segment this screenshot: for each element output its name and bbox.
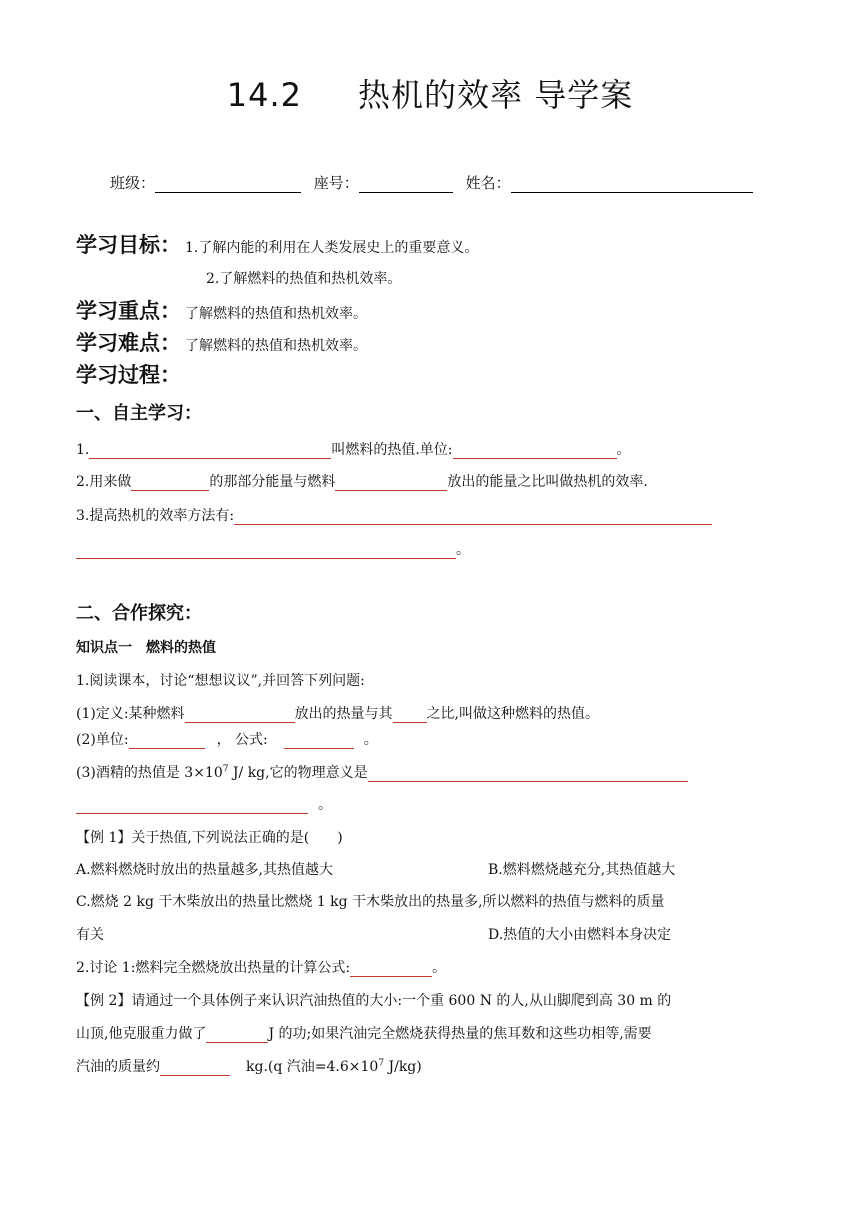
alcohol-mid: J/ kg,它的物理意义是 [228,765,368,781]
seat-field[interactable] [359,176,453,193]
formula-blank[interactable] [284,732,354,749]
def-blank-2[interactable] [393,706,427,723]
alcohol-line [76,762,688,782]
q2-blank-1[interactable] [131,474,209,491]
ex2-l3-end: J/kg) [384,1059,422,1075]
unit-prefix: (2)单位: [76,732,129,748]
def-prefix: (1)定义:某种燃料 [76,706,185,722]
discussion-end: 。 [432,960,447,976]
student-info-row [110,172,753,193]
ex2-work-blank[interactable] [206,1026,268,1043]
option-d: D.热值的大小由燃料本身决定 [488,927,672,943]
alcohol-blank-2[interactable] [76,797,308,814]
knowledge-point-1: 知识点一 燃料的热值 [76,640,216,656]
key-points-row [76,295,367,325]
example-1-question: 【例 1】关于热值,下列说法正确的是( ) [76,830,343,846]
q2-end: 放出的能量之比叫做热机的效率. [447,474,648,490]
title-text: 热机的效率 导学案 [358,76,634,114]
objectives-row [76,229,478,259]
q2-prefix: 2.用来做 [76,474,132,490]
alcohol-blank-1[interactable] [368,765,688,782]
ex2-l2-prefix: 山顶,他克服重力做了 [76,1026,207,1042]
coop-heading: 二、合作探究： [76,603,202,624]
coop-p1: 1.阅读课本，讨论“想想议议”,并回答下列问题: [76,673,365,689]
discussion-1 [76,957,446,977]
alcohol-end: 。 [318,797,332,813]
alcohol-line-cont [76,794,332,814]
option-c-line2: 有关 [76,927,104,943]
name-field[interactable] [511,176,753,193]
title-number: 14.2 [226,76,303,114]
example-2-line2 [76,1023,652,1043]
ex2-l3-mid: kg.(q 汽油=4.6×10 [246,1059,379,1075]
discussion-blank[interactable] [350,960,432,977]
unit-end: 。 [363,732,378,748]
self-study-q3 [76,505,712,525]
name-label: 姓名： [465,174,511,192]
option-a: A.燃料燃烧时放出的热量越多,其热值越大 [76,862,334,878]
q1-prefix: 1. [76,442,90,458]
self-study-q2 [76,471,648,491]
q3-blank-2[interactable] [76,542,456,559]
def-blank-1[interactable] [185,706,295,723]
ex2-mass-blank[interactable] [160,1059,230,1076]
unit-blank[interactable] [129,732,205,749]
example-2-line1: 【例 2】请通过一个具体例子来认识汽油热值的大小:一个重 600 N 的人,从山脚爬到高 30 m 的 [76,993,672,1009]
self-study-q3-cont [76,539,470,559]
self-study-q1 [76,439,631,459]
ex2-l2-rest: J 的功;如果汽油完全燃烧获得热量的焦耳数和这些功相等,需要 [268,1026,652,1042]
q2-mid: 的那部分能量与燃料 [209,474,336,490]
objective-1: 1.了解内能的利用在人类发展史上的重要意义。 [185,240,479,256]
q3-blank-1[interactable] [234,508,712,525]
difficulties-row [76,327,367,357]
ex2-l3-prefix: 汽油的质量约 [76,1059,160,1075]
class-field[interactable] [155,176,301,193]
def-end: 之比,叫做这种燃料的热值。 [426,706,600,722]
q3-prefix: 3.提高热机的效率方法有: [76,508,235,524]
key-points-text: 了解燃料的热值和热机效率。 [185,306,367,322]
seat-label: 座号： [313,174,359,192]
objective-2: 2.了解燃料的热值和热机效率。 [206,271,402,287]
alcohol-exponent: 7 [222,764,229,775]
process-heading: 学习过程： [76,363,181,387]
q1-mid: 叫燃料的热值.单位: [331,442,453,458]
q1-blank-unit[interactable] [453,442,617,459]
def-mid: 放出的热量与其 [294,706,393,722]
q3-end: 。 [456,542,470,558]
unit-line [76,729,378,749]
objectives-heading: 学习目标： [76,233,181,257]
q2-blank-2[interactable] [335,474,447,491]
formula-label: ， 公式: [216,732,268,748]
q1-end: 。 [616,442,631,458]
difficulties-text: 了解燃料的热值和热机效率。 [185,338,367,354]
example-2-line3 [76,1056,422,1076]
self-study-heading: 一、自主学习： [76,403,202,424]
option-c-line1: C.燃烧 2 kg 干木柴放出的热量比燃烧 1 kg 干木柴放出的热量多,所以燃料的热值与燃料的质量 [76,894,665,910]
discussion-prefix: 2.讨论 1:燃料完全燃烧放出热量的计算公式: [76,960,351,976]
definition-line [76,703,599,723]
alcohol-prefix: (3)酒精的热值是 3×10 [76,765,223,781]
difficulties-heading: 学习难点： [76,331,181,355]
q1-blank-definition[interactable] [89,442,331,459]
class-label: 班级： [110,174,156,192]
option-b: B.燃料燃烧越充分,其热值越大 [488,862,676,878]
ex2-exponent: 7 [378,1058,385,1069]
page-title [0,70,860,116]
key-points-heading: 学习重点： [76,299,181,323]
